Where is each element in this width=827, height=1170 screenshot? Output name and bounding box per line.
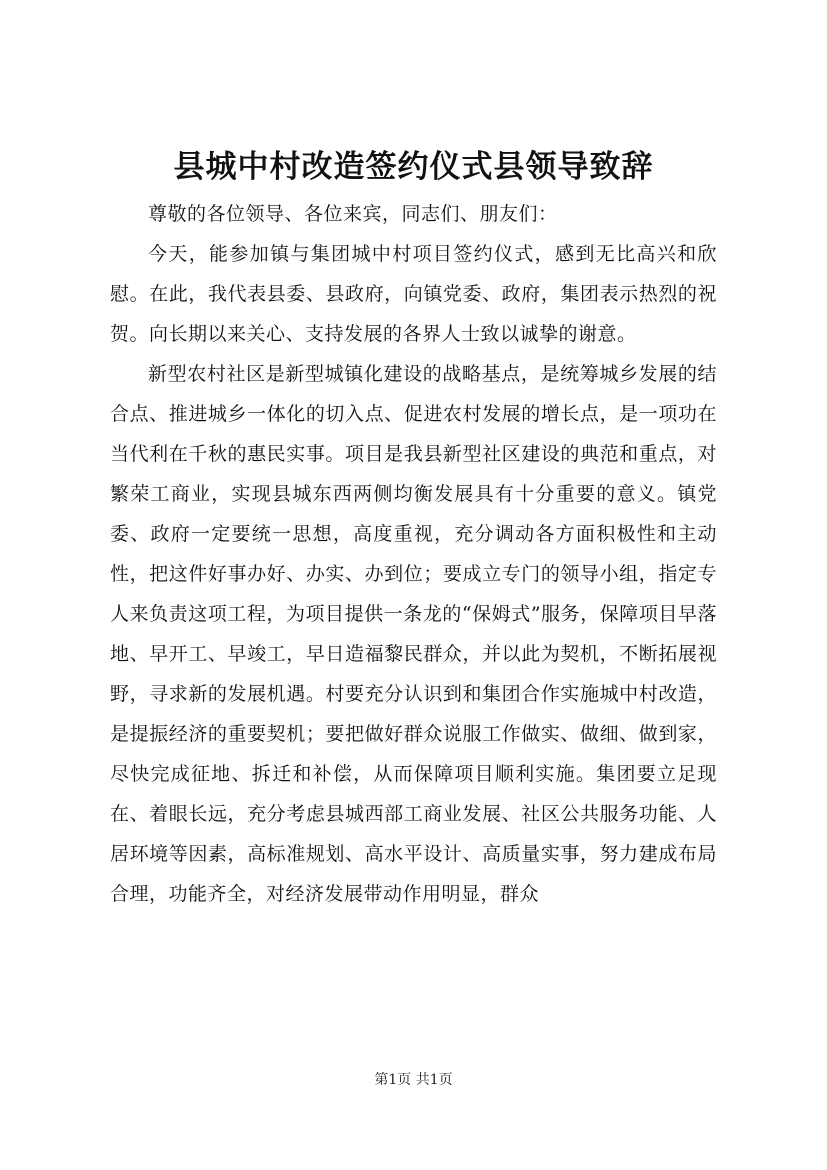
greeting-paragraph: 尊敬的各位领导、各位来宾，同志们、朋友们：	[148, 203, 558, 225]
document-title: 县城中村改造签约仪式县领导致辞	[173, 149, 654, 185]
body-paragraph: 新型农村社区是新型城镇化建设的战略基点，是统筹城乡发展的结合点、推进城乡一体化的切入点、促进农村发展的增长点，是一项功在当代利在千秋的惠民实事。项目是我县新型社区建设的典范和重点，对繁荣工商业，实现县城东西两侧均衡发展具有十分重要的意义。镇党委、政府一定要统一思想，高度重视，充分调动各方面积极性和主动性，把这件好事办好、办实、办到位；要成立专门的领导小组，指定专人来负责这项工程，为项目提供一条龙的“保姆式”服务，保障项目早落地、早开工、早竣工，早日造福黎民群众，并以此为契机，不断拓展视野，寻求新的发展机遇。村要充分认识到和集团合作实施城中村改造，是提振经济的重要契机；要把做好群众说服工作做实、做细、做到家，尽快完成征地、拆迁和补偿，从而保障项目顺利实施。集团要立足现在、着眼长远，充分考虑县城西部工商业发展、社区公共服务功能、人居环境等因素，高标准规划、高水平设计、高质量实事，努力建成布局合理，功能齐全，对经济发展带动作用明显，群众	[110, 363, 717, 905]
body-paragraph: 今天，能参加镇与集团城中村项目签约仪式，感到无比高兴和欣慰。在此，我代表县委、县政府，向镇党委、政府，集团表示热烈的祝贺。向长期以来关心、支持发展的各界人士致以诚挚的谢意。	[110, 243, 717, 345]
document-body	[110, 194, 717, 914]
page-footer: 第1页 共1页	[374, 1072, 453, 1088]
